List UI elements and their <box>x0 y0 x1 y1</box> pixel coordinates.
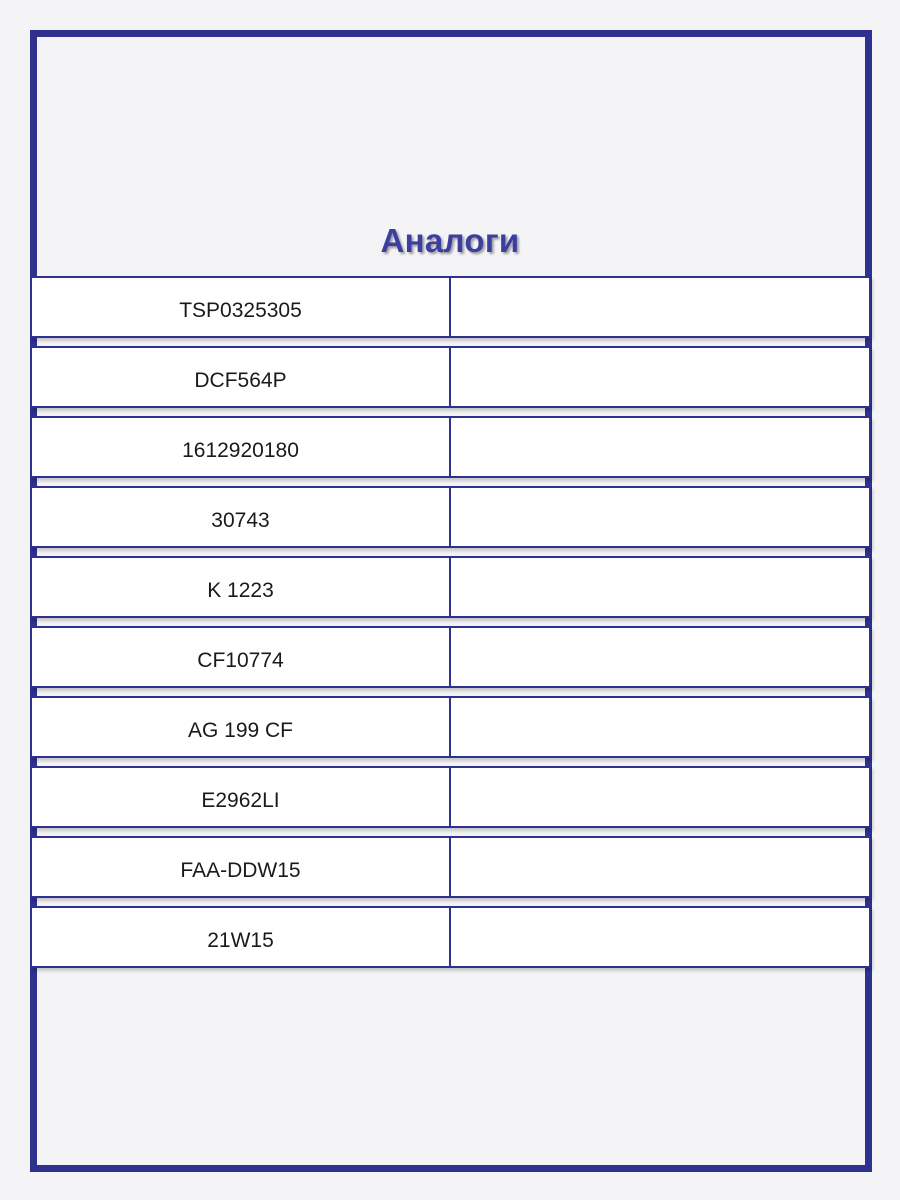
analog-value <box>451 416 871 478</box>
table-row <box>30 276 871 338</box>
table-row <box>30 346 871 408</box>
analog-code: 30743 <box>30 486 451 548</box>
table-row <box>30 906 871 968</box>
analog-value <box>451 276 871 338</box>
analog-value <box>451 626 871 688</box>
analog-code: TSP0325305 <box>30 276 451 338</box>
analog-code: AG 199 CF <box>30 696 451 758</box>
table-row <box>30 696 871 758</box>
analog-code: E2962LI <box>30 766 451 828</box>
analog-code: 21W15 <box>30 906 451 968</box>
table-row <box>30 556 871 618</box>
analog-code: CF10774 <box>30 626 451 688</box>
table-row <box>30 766 871 828</box>
analog-code: 1612920180 <box>30 416 451 478</box>
analog-value <box>451 836 871 898</box>
analog-value <box>451 696 871 758</box>
analog-code: DCF564P <box>30 346 451 408</box>
analog-value <box>451 906 871 968</box>
analog-value <box>451 346 871 408</box>
analog-code: K 1223 <box>30 556 451 618</box>
analog-value <box>451 486 871 548</box>
table-row <box>30 836 871 898</box>
analog-value <box>451 556 871 618</box>
analog-code: FAA-DDW15 <box>30 836 451 898</box>
table-row <box>30 486 871 548</box>
table-row <box>30 416 871 478</box>
analogs-table <box>30 276 871 976</box>
table-row <box>30 626 871 688</box>
page-title: Аналоги <box>380 222 520 259</box>
analog-value <box>451 766 871 828</box>
